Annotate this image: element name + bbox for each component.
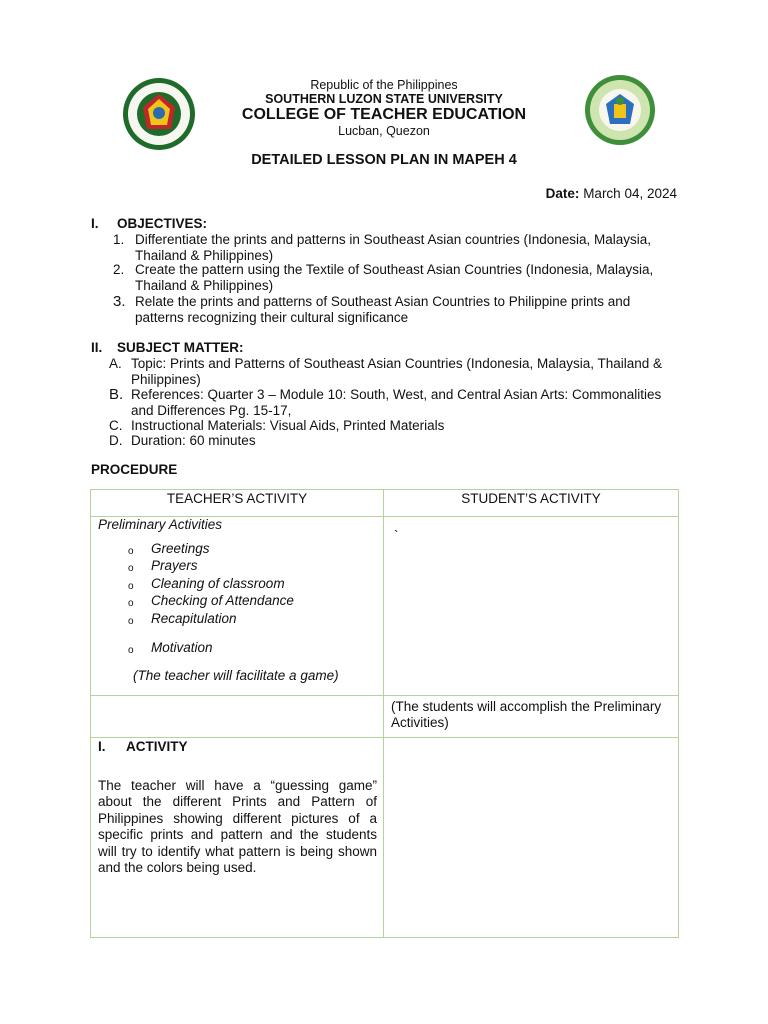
objectives-heading: I. OBJECTIVES: (91, 216, 208, 231)
preliminary-student-cell (384, 517, 679, 696)
bullet-icon: o (128, 581, 134, 592)
list-item: Prayers (151, 558, 198, 573)
activity-student-cell (384, 738, 679, 938)
bullet-icon: o (128, 616, 134, 627)
list-item: Motivation (151, 640, 213, 655)
bullet-icon: o (128, 645, 134, 656)
bullet-icon: o (128, 546, 134, 557)
university-name: SOUTHERN LUZON STATE UNIVERSITY (265, 92, 503, 106)
republic-line: Republic of the Philippines (310, 78, 458, 92)
stray-mark: ` (394, 528, 399, 543)
student-preliminary-cell (384, 696, 679, 738)
table-row (91, 696, 679, 738)
date-label: Date: (545, 186, 580, 201)
student-preliminary-text: (The students will accomplish the Preliminary Activities) (391, 699, 662, 730)
table-row (91, 517, 679, 696)
teacher-note: (The teacher will facilitate a game) (133, 668, 339, 683)
list-item: Checking of Attendance (151, 593, 294, 608)
list-item: Recapitulation (151, 611, 237, 626)
activity-teacher-cell (91, 738, 384, 938)
table-row (91, 738, 679, 938)
activity-heading: I. ACTIVITY (98, 739, 188, 754)
subject-matter-heading: II. SUBJECT MATTER: (91, 340, 244, 355)
list-item: Greetings (151, 541, 210, 556)
bullet-icon: o (128, 563, 134, 574)
document-title: DETAILED LESSON PLAN IN MAPEH 4 (251, 152, 517, 168)
procedure-heading: PROCEDURE (91, 462, 178, 477)
date-value: March 04, 2024 (583, 186, 677, 201)
bullet-icon: o (128, 598, 134, 609)
procedure-table (90, 489, 679, 938)
teacher-activity-header: TEACHER’S ACTIVITY (91, 490, 384, 517)
preliminary-title: Preliminary Activities (98, 517, 223, 532)
activity-description: The teacher will have a “guessing game” about the different Prints and Pattern of Philippines showing different pictures of a specific prints and pattern and the students will try to identify what pattern is being shown and the colors being used. (98, 778, 377, 876)
list-item: Cleaning of classroom (151, 576, 285, 591)
empty-teacher-cell (91, 696, 384, 738)
college-name: COLLEGE OF TEACHER EDUCATION (241, 106, 527, 123)
table-header-row (91, 490, 679, 517)
date-line (546, 186, 677, 201)
student-activity-header: STUDENT’S ACTIVITY (384, 490, 679, 517)
preliminary-teacher-cell (91, 517, 384, 696)
location: Lucban, Quezon (338, 124, 430, 138)
